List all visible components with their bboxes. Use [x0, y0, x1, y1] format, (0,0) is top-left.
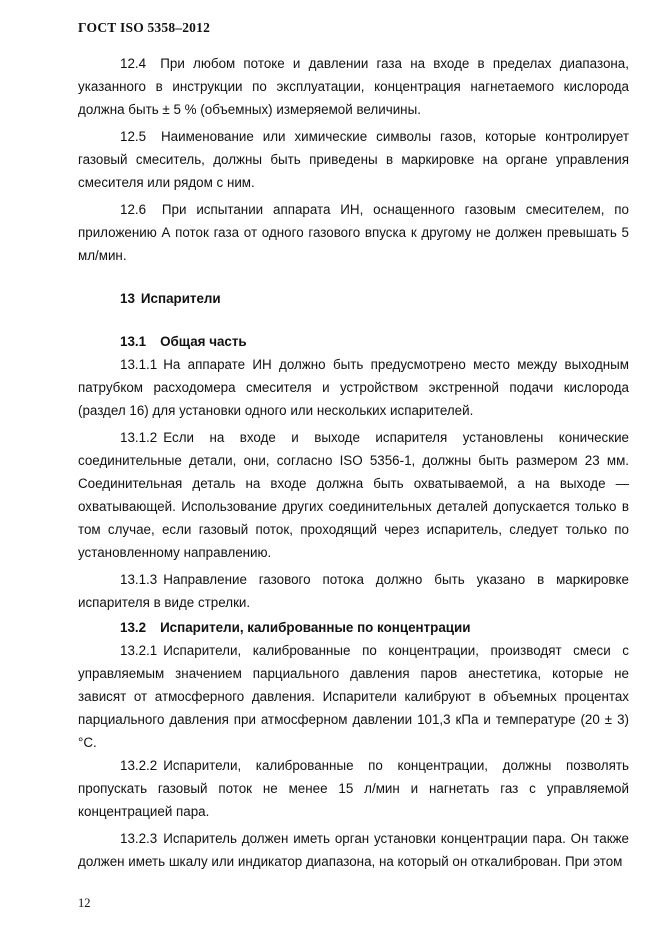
clause-text: Испаритель должен иметь орган установки концентрации пара. Он также должен иметь шкалу или индикатор диапазона, на который он откалиброван. При этом — [78, 831, 629, 869]
clause-number: 13.2.1 — [120, 643, 158, 658]
clause-text: На аппарате ИН должно быть предусмотрено место между выходным патрубком расходомера смесителя и устройством экстренной подачи кислорода (раздел 16) для установки одного или нескольких испарителей. — [78, 357, 629, 418]
clause-text: Испарители, калиброванные по концентрации, должны позволять пропускать газовый поток не менее 15 л/мин и нагнетать газ с управляемой концентрацией пара. — [78, 758, 629, 819]
subsection-title: Общая часть — [160, 334, 247, 349]
clause-text: Направление газового потока должно быть указано в маркировке испарителя в виде стрелки. — [78, 572, 629, 610]
clause-number: 13.1.2 — [120, 430, 158, 445]
clause-text: Наименование или химические символы газов, которые контролирует газовый смеситель, должны быть приведены в маркировке на органе управления смесителя или рядом с ним. — [78, 129, 629, 190]
clause-text: При любом потоке и давлении газа на входе в пределах диапазона, указанного в инструкции по эксплуатации, концентрация нагнетаемого кислорода должна быть ± 5 % (объемных) измеряемой величины. — [78, 56, 629, 117]
clause-text: При испытании аппарата ИН, оснащенного газовым смесителем, по приложению А поток газа от одного газового впуска к другому не должен превышать 5 мл/мин. — [78, 202, 629, 263]
paragraph-12-5 — [78, 125, 629, 194]
section-number: 13 — [120, 291, 135, 306]
paragraph-13-2-2 — [78, 754, 629, 823]
subsection-number: 13.1 — [120, 334, 147, 349]
paragraph-13-1-2 — [78, 426, 629, 564]
paragraph-13-2-3 — [78, 827, 629, 873]
clause-number: 12.5 — [120, 129, 147, 144]
document-header: ГОСТ ISO 5358–2012 — [78, 20, 211, 35]
subsection-number: 13.2 — [120, 620, 147, 635]
clause-number: 12.4 — [120, 56, 147, 71]
subsection-heading-13-1 — [120, 330, 629, 353]
subsection-heading-13-2 — [120, 616, 629, 639]
section-title: Испарители — [140, 291, 221, 306]
clause-number: 13.2.2 — [120, 758, 158, 773]
paragraph-12-4 — [78, 52, 629, 121]
clause-number: 13.1.1 — [120, 357, 158, 372]
clause-number: 13.2.3 — [120, 831, 158, 846]
page-number: 12 — [78, 896, 91, 910]
paragraph-13-2-1 — [78, 639, 629, 754]
clause-text: Если на входе и выходе испарителя установлены конические соединительные детали, они, согласно ISO 5356-1, должны быть размером 23 мм. Соединительная деталь на входе должна быть охватываемой, а на выходе — охватывающей. Использование других соединительных деталей допускается только в том случае, если газовый поток, проходящий через испаритель, следует только по установленному направлению. — [78, 430, 629, 560]
paragraph-12-6 — [78, 198, 629, 267]
clause-number: 12.6 — [120, 202, 147, 217]
clause-number: 13.1.3 — [120, 572, 158, 587]
paragraph-13-1-1 — [78, 353, 629, 422]
subsection-title: Испарители, калиброванные по концентрации — [160, 620, 471, 635]
paragraph-13-1-3 — [78, 568, 629, 614]
clause-text: Испарители, калиброванные по концентрации, производят смеси с управляемым значением парциального давления паров анестетика, которые не зависят от атмосферного давления. Испарители калибруют в объемных процентах парциального давления при атмосферном давлении 101,3 кПа и температуре (20 ± 3) °С. — [78, 643, 629, 750]
section-heading-13 — [120, 287, 629, 310]
page-body — [78, 52, 629, 873]
